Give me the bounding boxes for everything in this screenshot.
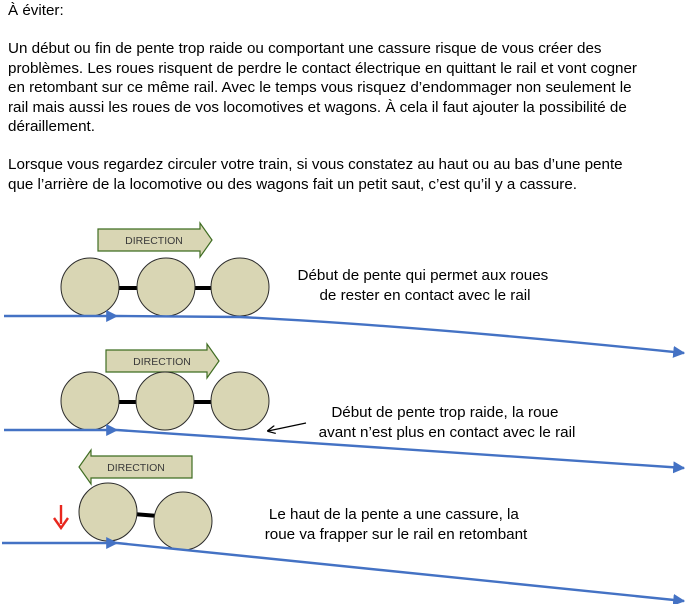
paragraph-line: rail mais aussi les roues de vos locomotives et wagons. À cela il faut ajouter la possibilité de xyxy=(8,98,627,116)
wheel xyxy=(137,258,195,316)
caption-line: avant n’est plus en contact avec le rail xyxy=(318,424,576,441)
diagram-slope-break xyxy=(2,450,684,601)
wheel xyxy=(154,492,212,550)
paragraph-line: Un début ou fin de pente trop raide ou comportant une cassure risque de vous créer des xyxy=(8,40,602,57)
caption-line: Début de pente trop raide, la roue xyxy=(331,404,559,421)
direction-arrow-right xyxy=(98,223,212,257)
paragraph-line: que l’arrière de la locomotive ou des wagons fait un petit saut, c’est qu’il y a cassure. xyxy=(8,175,577,193)
rail-slope xyxy=(117,543,684,601)
rail-slope xyxy=(117,316,684,353)
direction-arrow-left xyxy=(79,450,192,484)
page-heading: À éviter: xyxy=(8,2,64,19)
paragraph-line: problèmes. Les roues risquent de perdre le contact électrique en quittant le rail et vont cogner xyxy=(8,59,637,77)
diagram-caption xyxy=(265,506,528,543)
wheel xyxy=(136,372,194,430)
wheel xyxy=(61,258,119,316)
diagram-gentle-slope xyxy=(4,223,684,353)
wheel xyxy=(61,372,119,430)
caption-line: roue va frapper sur le rail en retombant xyxy=(264,526,528,543)
paragraph-line: déraillement. xyxy=(8,118,95,136)
paragraph-line: en retombant sur ce même rail. Avec le temps vous risquez d’endommager non seulement le xyxy=(8,79,632,97)
paragraph-line: Lorsque vous regardez circuler votre train, si vous constatez au haut ou au bas d’une pente xyxy=(8,156,623,173)
direction-label: DIRECTION xyxy=(133,356,191,368)
wheel xyxy=(211,258,269,316)
wheel xyxy=(211,372,269,430)
diagram-caption xyxy=(319,404,576,441)
caption-line: de rester en contact avec le rail xyxy=(319,287,531,304)
caption-line: Le haut de la pente a une cassure, la xyxy=(268,506,519,523)
direction-label: DIRECTION xyxy=(125,235,183,247)
caption-line: Début de pente qui permet aux roues xyxy=(297,267,549,284)
diagram-steep-slope xyxy=(4,344,684,468)
direction-label: DIRECTION xyxy=(107,462,165,474)
wheel xyxy=(79,483,137,541)
pointer-arrow xyxy=(268,423,306,431)
diagram-caption xyxy=(298,267,553,304)
impact-arrow-icon xyxy=(54,505,68,528)
